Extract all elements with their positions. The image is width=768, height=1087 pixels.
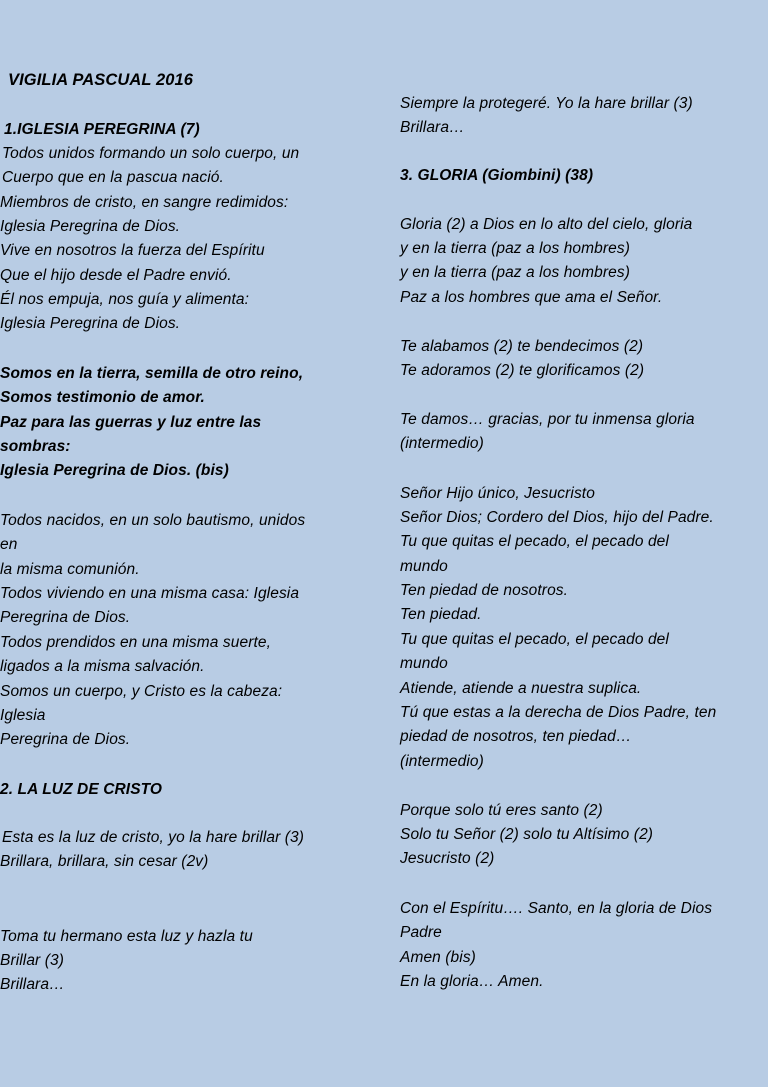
lyric-line: piedad de nosotros, ten piedad… xyxy=(400,728,632,745)
chorus-line: Paz para las guerras y luz entre las xyxy=(0,414,262,431)
lyric-line: Atiende, atiende a nuestra suplica. xyxy=(400,680,642,697)
lyric-line: en xyxy=(0,536,18,553)
lyric-line: Señor Dios; Cordero del Dios, hijo del Padre. xyxy=(400,509,714,526)
lyric-line: mundo xyxy=(400,558,448,575)
lyric-line: Iglesia Peregrina de Dios. xyxy=(0,218,181,235)
lyric-line: Miembros de cristo, en sangre redimidos: xyxy=(0,194,289,211)
lyric-line: y en la tierra (paz a los hombres) xyxy=(400,240,630,257)
lyric-line: Vive en nosotros la fuerza del Espíritu xyxy=(0,242,265,259)
lyric-line: Peregrina de Dios. xyxy=(0,609,131,626)
lyric-line: Esta es la luz de cristo, yo la hare brillar (3) xyxy=(2,829,305,846)
lyric-line: Peregrina de Dios. xyxy=(0,731,131,748)
lyric-line: Amen (bis) xyxy=(400,949,476,966)
lyric-line: Ten piedad de nosotros. xyxy=(400,582,569,599)
document-title: VIGILIA PASCUAL 2016 xyxy=(8,71,194,89)
lyric-line: Solo tu Señor (2) solo tu Altísimo (2) xyxy=(400,826,654,843)
lyric-line: Tu que quitas el pecado, el pecado del xyxy=(400,631,669,648)
lyric-line: Siempre la protegeré. Yo la hare brillar (3) xyxy=(400,95,693,112)
lyric-line: Señor Hijo único, Jesucristo xyxy=(400,485,595,502)
lyric-line: Te alabamos (2) te bendecimos (2) xyxy=(400,338,644,355)
lyric-line: En la gloria… Amen. xyxy=(400,973,544,990)
lyric-line: Paz a los hombres que ama el Señor. xyxy=(400,289,663,306)
lyric-line: Todos unidos formando un solo cuerpo, un xyxy=(2,145,300,162)
song1-heading: 1.IGLESIA PEREGRINA (7) xyxy=(4,121,200,138)
lyric-line: Porque solo tú eres santo (2) xyxy=(400,802,603,819)
chorus-line: Somos en la tierra, semilla de otro reino, xyxy=(0,365,304,382)
lyric-line: (intermedio) xyxy=(400,753,484,770)
lyric-line: Brillar (3) xyxy=(0,952,64,969)
lyric-line: Ten piedad. xyxy=(400,606,482,623)
lyric-line: Iglesia Peregrina de Dios. xyxy=(0,315,181,332)
lyric-line: mundo xyxy=(400,655,448,672)
chorus-line: Somos testimonio de amor. xyxy=(0,389,205,406)
lyric-line: Todos viviendo en una misma casa: Iglesia xyxy=(0,585,300,602)
lyric-line: la misma comunión. xyxy=(0,561,140,578)
lyric-line: ligados a la misma salvación. xyxy=(0,658,205,675)
lyric-line: Él nos empuja, nos guía y alimenta: xyxy=(0,291,250,308)
lyric-line: Te damos… gracias, por tu inmensa gloria xyxy=(400,411,695,428)
lyric-line: Que el hijo desde el Padre envió. xyxy=(0,267,232,284)
song3-heading: 3. GLORIA (Giombini) (38) xyxy=(400,167,594,184)
lyric-line: Brillara… xyxy=(400,119,465,136)
lyric-line: Tú que estas a la derecha de Dios Padre, ten xyxy=(400,704,717,721)
lyric-line: Toma tu hermano esta luz y hazla tu xyxy=(0,928,253,945)
lyric-line: Somos un cuerpo, y Cristo es la cabeza: xyxy=(0,683,283,700)
lyric-line: Te adoramos (2) te glorificamos (2) xyxy=(400,362,645,379)
chorus-line: Iglesia Peregrina de Dios. (bis) xyxy=(0,462,229,479)
lyric-line: Con el Espíritu…. Santo, en la gloria de Dios xyxy=(400,900,713,917)
lyric-line: Padre xyxy=(400,924,442,941)
lyric-line: y en la tierra (paz a los hombres) xyxy=(400,264,630,281)
lyric-line: Iglesia xyxy=(0,707,46,724)
lyric-line: Tu que quitas el pecado, el pecado del xyxy=(400,533,669,550)
song2-heading: 2. LA LUZ DE CRISTO xyxy=(0,781,163,798)
lyric-line: Cuerpo que en la pascua nació. xyxy=(2,169,224,186)
lyric-line: Brillara, brillara, sin cesar (2v) xyxy=(0,853,209,870)
chorus-line: sombras: xyxy=(0,438,71,455)
lyric-line: Brillara… xyxy=(0,976,65,993)
lyric-line: Gloria (2) a Dios en lo alto del cielo, gloria xyxy=(400,216,693,233)
lyric-line: (intermedio) xyxy=(400,435,484,452)
lyric-line: Jesucristo (2) xyxy=(400,850,495,867)
lyric-line: Todos nacidos, en un solo bautismo, unidos xyxy=(0,512,306,529)
lyric-line: Todos prendidos en una misma suerte, xyxy=(0,634,271,651)
